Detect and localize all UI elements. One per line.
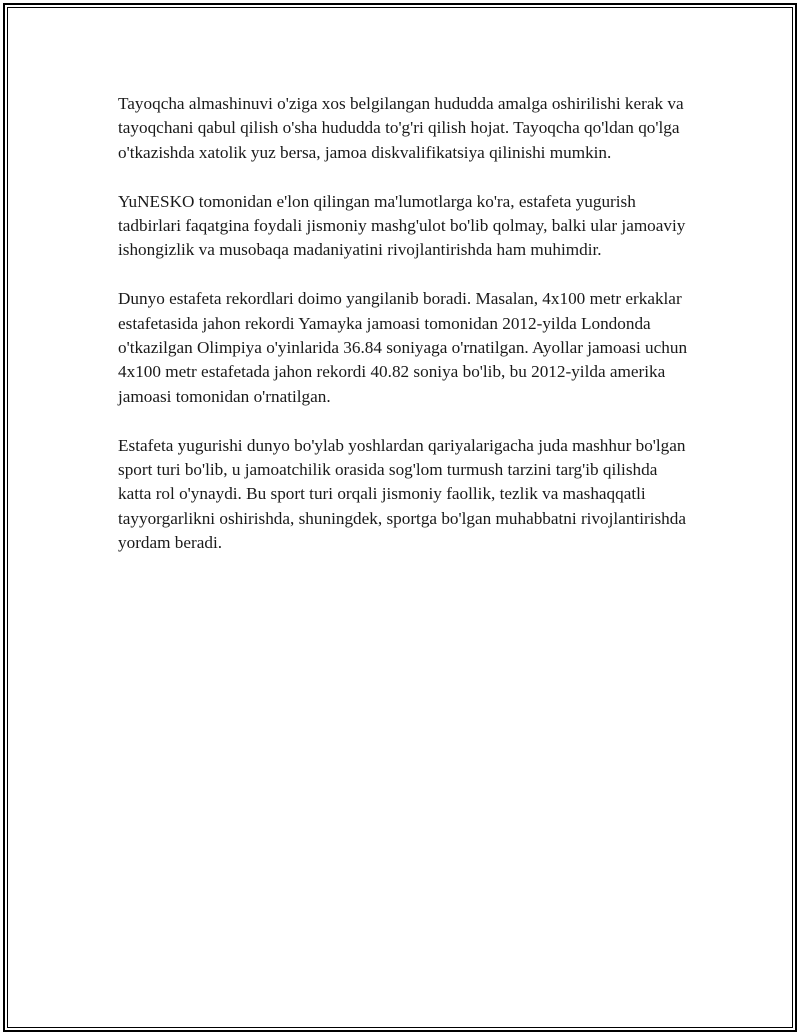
paragraph-popularity: Estafeta yugurishi dunyo bo'ylab yoshlardan qariyalarigacha juda mashhur bo'lgan sport turi bo'lib, u jamoatchilik orasida sog'lom turmush tarzini targ'ib qilishda katta rol o'ynaydi. Bu sport turi orqali jismoniy faollik, tezlik va mashaqqatli tayyorgarlikni oshirishda, shuningdek, sportga bo'lgan muhabbatni rivojlantirishda yordam beradi. [118,435,686,553]
paragraph-relay-baton-exchange: Tayoqcha almashinuvi o'ziga xos belgilangan hududda amalga oshirilishi kerak va tayoqchani qabul qilish o'sha hududda to'g'ri qilish hojat. Tayoqcha qo'ldan qo'lga o'tkazishda xatolik yuz bersa, jamoa diskvalifikatsiya qilinishi mumkin. [118,94,684,162]
paragraph-unesco: YuNESKO tomonidan e'lon qilingan ma'lumotlarga ko'ra, estafeta yugurish tadbirlari faqatgina foydali jismoniy mashg'ulot bo'lib qolmay, balki ular jamoaviy ishongizlik va musobaqa madaniyatini rivojlantirishda ham muhimdir. [118,191,686,260]
paragraph-world-records: Dunyo estafeta rekordlari doimo yangilanib boradi. Masalan, 4x100 metr erkaklar estafetasida jahon rekordi Yamayka jamoasi tomonidan 2012-yilda Londonda o'tkazilgan Olimpiya o'yinlarida 36.84 soniyaga o'rnatilgan. Ayollar jamoasi uchun 4x100 metr estafetada jahon rekordi 40.82 soniya bo'lib, bu 2012-yilda amerika jamoasi tomonidan o'rnatilgan. [118,289,688,406]
document-body [118,92,688,580]
